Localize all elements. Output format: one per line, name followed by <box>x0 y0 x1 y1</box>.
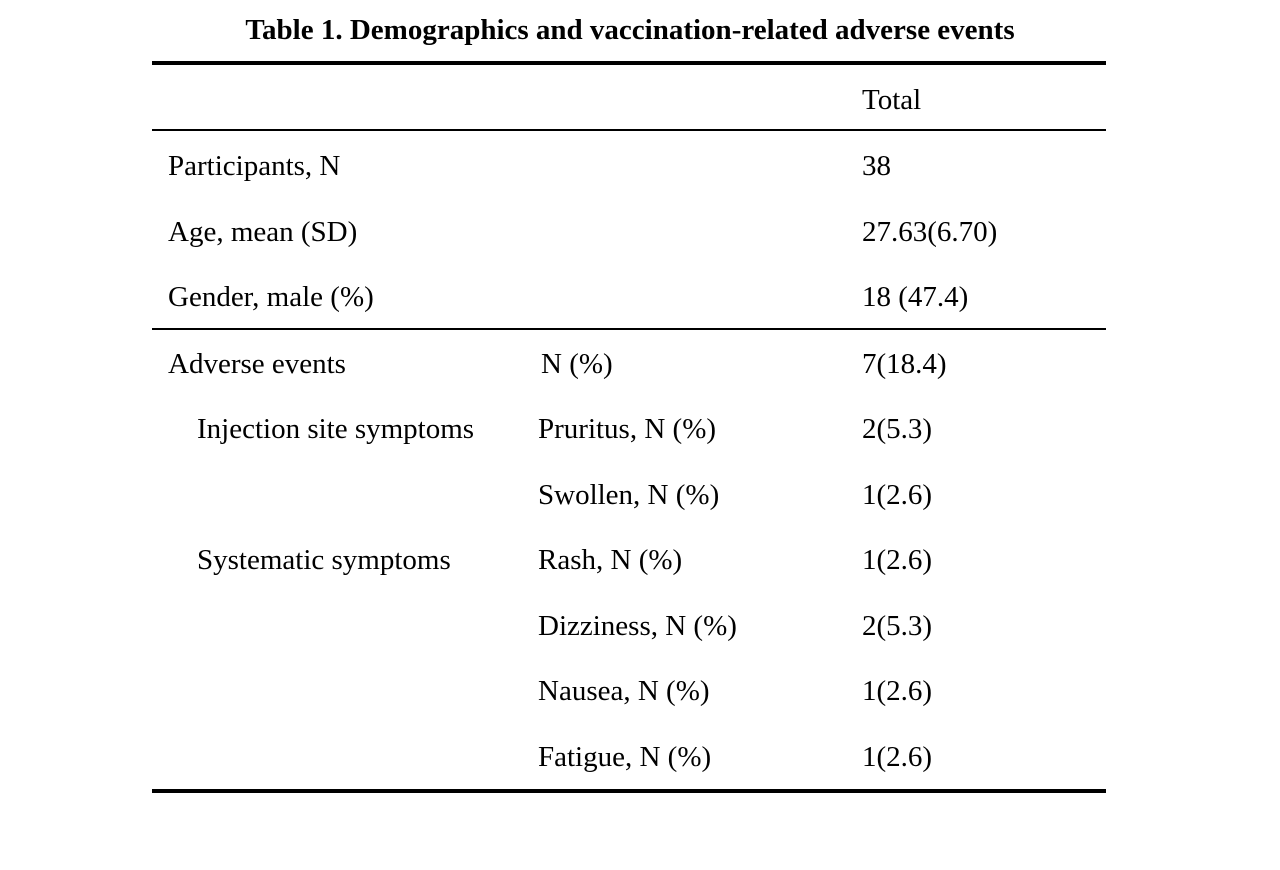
row-participants-value: 38 <box>862 150 891 182</box>
group-systematic-label: Systematic symptoms <box>197 544 451 576</box>
row-fatigue-value: 1(2.6) <box>862 741 933 773</box>
row-participants-label: Participants, N <box>168 150 341 182</box>
row-adverse-events-value: 7(18.4) <box>862 348 947 380</box>
bottom-rule <box>152 789 1106 793</box>
row-swollen-value: 1(2.6) <box>862 479 933 511</box>
top-rule <box>152 61 1106 65</box>
table-title: Table 1. Demographics and vaccination-related adverse events <box>245 14 1015 46</box>
row-nausea-value: 1(2.6) <box>862 675 933 707</box>
row-adverse-events-measure: N (%) <box>541 348 613 380</box>
row-dizziness-label: Dizziness, N (%) <box>538 610 737 642</box>
row-gender-label: Gender, male (%) <box>168 281 374 313</box>
header-total: Total <box>862 84 922 116</box>
row-swollen-label: Swollen, N (%) <box>538 479 720 511</box>
row-age-value: 27.63(6.70) <box>862 216 998 248</box>
row-adverse-events-label: Adverse events <box>168 348 346 380</box>
header-rule <box>152 129 1106 131</box>
mid-rule <box>152 328 1106 330</box>
row-fatigue-label: Fatigue, N (%) <box>538 741 712 773</box>
row-rash-value: 1(2.6) <box>862 544 933 576</box>
row-rash-label: Rash, N (%) <box>538 544 683 576</box>
row-dizziness-value: 2(5.3) <box>862 610 933 642</box>
row-age-label: Age, mean (SD) <box>168 216 358 248</box>
group-injection-site-label: Injection site symptoms <box>197 413 475 445</box>
row-gender-value: 18 (47.4) <box>862 281 969 313</box>
row-pruritus-value: 2(5.3) <box>862 413 933 445</box>
row-nausea-label: Nausea, N (%) <box>538 675 710 707</box>
row-pruritus-label: Pruritus, N (%) <box>538 413 717 445</box>
